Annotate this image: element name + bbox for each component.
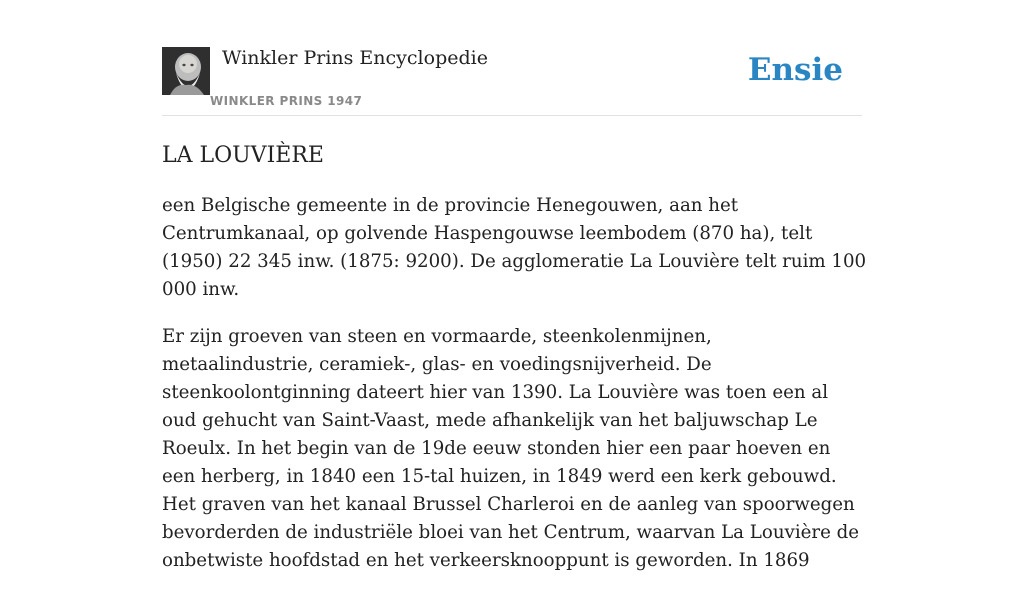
entry-paragraph: Er zijn groeven van steen en vormaarde, steenkolenmijnen, metaalindustrie, ceramiek-, glas- en voedingsnijverheid. De steenkoolontginning dateert hier van 1390. La Louvière was toen een al oud gehucht van Saint-Vaast, mede afhankelijk van het baljuwschap Le Roeulx. In het begin van de 19de eeuw stonden hier een paar hoeven en een herberg, in 1840 een 15-tal huizen, in 1849 werd een kerk gebouwd. Het graven van het kanaal Brussel Charleroi en de aanleg van spoorwegen bevorderden de industriële bloei van het Centrum, waarvan La Louvière de onbetwiste hoofdstad en het verkeersknooppunt is geworden. In 1869 [162,326,860,571]
entry-title: LA LOUVIÈRE [162,143,324,168]
entry-paragraph: een Belgische gemeente in de provincie Henegouwen, aan het Centrumkanaal, op golvende Haspengouwse leembodem (870 ha), telt (1950) 22 345 inw. (1875: 9200). De agglomeratie La Louvière telt ruim 100 000 inw. [162,195,867,300]
source-header [162,46,862,116]
entry-body [162,192,867,594]
source-subtitle[interactable]: WINKLER PRINS 1947 [210,94,363,108]
source-title[interactable]: Winkler Prins Encyclopedie [222,47,488,69]
author-portrait-icon [162,47,210,95]
author-avatar[interactable] [162,47,210,95]
brand-logo[interactable]: Ensie [747,52,843,88]
